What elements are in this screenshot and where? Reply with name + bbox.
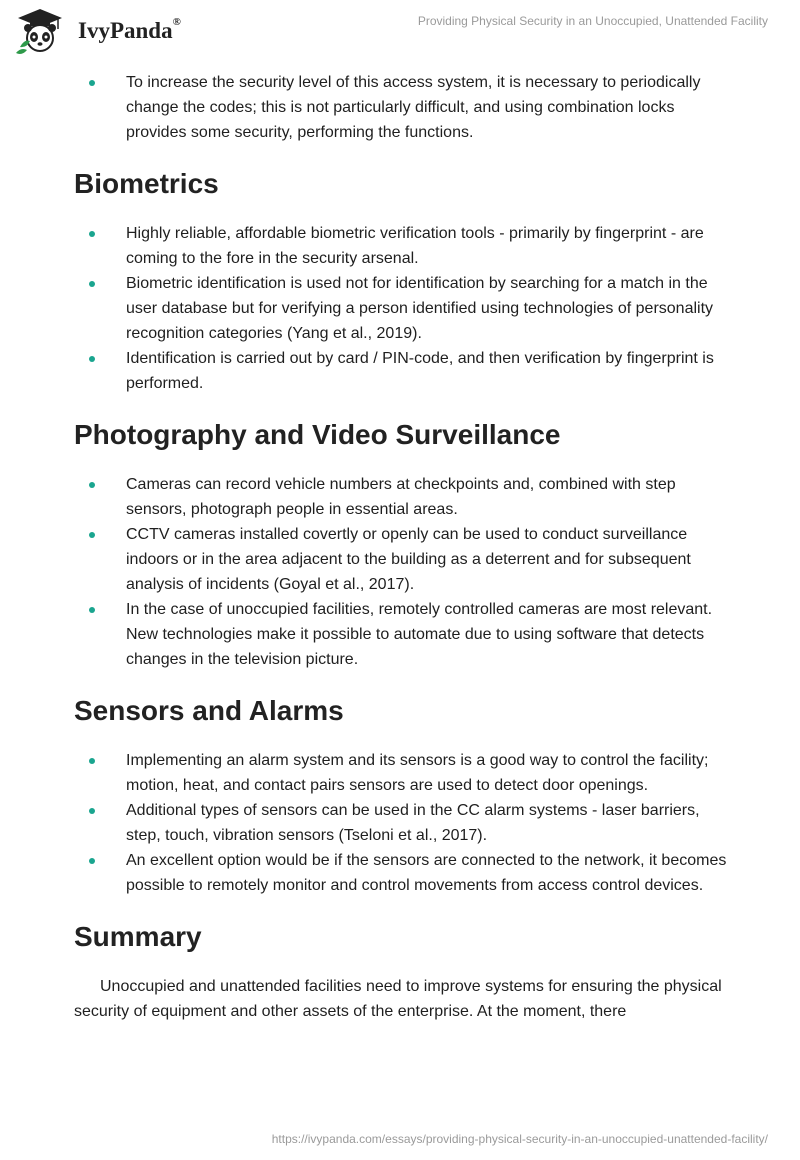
list-item: CCTV cameras installed covertly or openly can be used to conduct surveillance indoors or in the area adjacent to the building as a deterrent and for subsequent analysis of incidents (Goyal et al., 2017). xyxy=(74,522,734,597)
biometrics-bullet-list xyxy=(74,221,734,396)
heading-summary: Summary xyxy=(74,921,202,952)
essay-content xyxy=(74,70,734,1024)
list-item: Biometric identification is used not for identification by searching for a match in the user database but for verifying a person identified using technologies of personality recognition categories (Yang et al., 2019). xyxy=(74,271,734,346)
list-item: Highly reliable, affordable biometric verification tools - primarily by fingerprint - are coming to the fore in the security arsenal. xyxy=(74,221,734,271)
registered-mark: ® xyxy=(172,16,181,28)
video-bullet-list xyxy=(74,472,734,672)
list-item: An excellent option would be if the sensors are connected to the network, it becomes possible to remotely monitor and control movements from access control devices. xyxy=(74,848,734,898)
footer-source-url[interactable]: https://ivypanda.com/essays/providing-physical-security-in-an-unoccupied-unattended-facility/ xyxy=(271,1132,768,1146)
heading-biometrics: Biometrics xyxy=(74,168,219,199)
heading-sensors-alarms: Sensors and Alarms xyxy=(74,695,344,726)
list-item: Cameras can record vehicle numbers at checkpoints and, combined with step sensors, photograph people in essential areas. xyxy=(74,472,734,522)
list-item: Implementing an alarm system and its sensors is a good way to control the facility; motion, heat, and contact pairs sensors are used to detect door openings. xyxy=(74,748,734,798)
heading-photography-video: Photography and Video Surveillance xyxy=(74,419,561,450)
panda-graduate-icon xyxy=(14,7,66,55)
sensors-bullet-list xyxy=(74,748,734,898)
page-header xyxy=(0,0,800,60)
ivypanda-logo[interactable] xyxy=(14,7,194,57)
list-item: Additional types of sensors can be used in the CC alarm systems - laser barriers, step, touch, vibration sensors (Tseloni et al., 2017). xyxy=(74,798,734,848)
list-item: Identification is carried out by card / PIN-code, and then verification by fingerprint is performed. xyxy=(74,346,734,396)
document-title: Providing Physical Security in an Unoccupied, Unattended Facility xyxy=(417,14,768,28)
list-item: To increase the security level of this access system, it is necessary to periodically change the codes; this is not particularly difficult, and using combination locks provides some security, performing the functions. xyxy=(74,70,734,145)
summary-paragraph: Unoccupied and unattended facilities need to improve systems for ensuring the physical security of equipment and other assets of the enterprise. At the moment, there xyxy=(74,978,722,1020)
list-item: In the case of unoccupied facilities, remotely controlled cameras are most relevant. New technologies make it possible to automate due to using software that detects changes in the television picture. xyxy=(74,597,734,672)
intro-bullet-list xyxy=(74,70,734,145)
logo-wordmark: IvyPanda xyxy=(78,18,173,43)
